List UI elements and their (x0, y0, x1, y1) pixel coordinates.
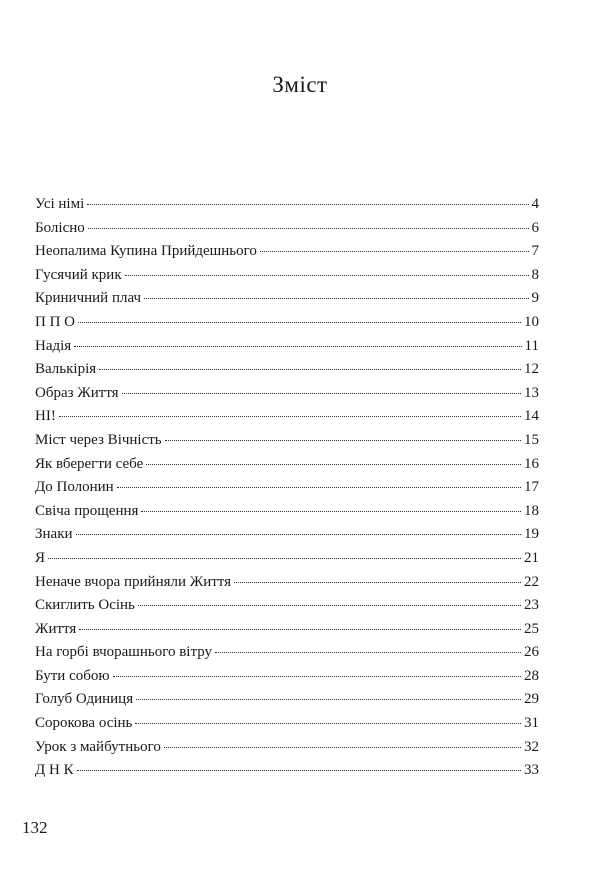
dot-leader (136, 699, 521, 700)
dot-leader (99, 369, 521, 370)
toc-entry-page: 21 (524, 549, 539, 566)
toc-entry-title: Усі німі (35, 196, 85, 212)
toc-entry-page: 15 (524, 431, 539, 448)
toc-entry-page: 10 (524, 313, 539, 330)
dot-leader (122, 393, 521, 394)
toc-entry-title: Як вберегти себе (35, 455, 144, 472)
toc-entry (35, 547, 539, 571)
dot-leader (146, 464, 521, 465)
toc-entry-title: Болісно (35, 219, 85, 236)
toc-entry (35, 712, 539, 736)
dot-leader (165, 440, 521, 441)
dot-leader (164, 747, 521, 748)
toc-entry-page: 18 (524, 502, 539, 519)
toc-entry-title: Бути собою (35, 667, 110, 684)
toc-entry (35, 594, 539, 618)
toc-entry (35, 358, 539, 382)
toc-entry-title: До Полонин (35, 479, 114, 496)
toc-entry-page: 33 (524, 762, 539, 779)
toc-entry-title: Сорокова осінь (35, 715, 133, 732)
toc-entry (35, 240, 539, 264)
toc-entry-page: 8 (531, 266, 539, 283)
toc-entry (35, 335, 539, 359)
toc-entry (35, 665, 539, 689)
dot-leader (59, 416, 521, 417)
toc-entry-title: НІ! (35, 408, 56, 425)
dot-leader (138, 605, 521, 606)
toc-entry-page: 32 (524, 738, 539, 755)
toc-entry-page: 13 (524, 384, 539, 401)
toc-entry-title: Життя (35, 620, 77, 637)
toc-entry (35, 453, 539, 477)
dot-leader (77, 770, 521, 771)
toc-entry (35, 523, 539, 547)
toc-entry (35, 618, 539, 642)
toc-entry-title: Я (35, 549, 46, 566)
toc-entry (35, 688, 539, 712)
toc-entry-title: Валькірія (35, 361, 97, 378)
toc-entry-page: 17 (524, 479, 539, 496)
toc-entry-title: На горбі вчорашнього вітру (35, 644, 213, 661)
toc-entry (35, 759, 539, 783)
toc-entry (35, 476, 539, 500)
toc-entry-title: Знаки (35, 526, 73, 543)
toc-entry-page: 9 (531, 290, 539, 307)
toc-entry-title: Криничний плач (35, 290, 142, 307)
toc-entry-title: Неначе вчора прийняли Життя (35, 573, 232, 590)
toc-entry-page: 29 (524, 691, 539, 708)
toc-entry-title: Голуб Одиниця (35, 691, 134, 708)
dot-leader (135, 723, 521, 724)
dot-leader (125, 275, 529, 276)
toc-entry-page: 31 (524, 715, 539, 732)
dot-leader (215, 652, 521, 653)
toc-entry-title: Образ Життя (35, 384, 119, 401)
toc-entry-page: 4 (531, 196, 539, 212)
toc-entry-title: Міст через Вічність (35, 431, 162, 448)
toc-entry-page: 25 (524, 620, 539, 637)
toc-entry (35, 571, 539, 595)
dot-leader (87, 204, 528, 205)
toc-entry-title: Урок з майбутнього (35, 738, 161, 755)
page-title: Зміст (272, 72, 328, 97)
dot-leader (88, 228, 529, 229)
dot-leader (74, 346, 521, 347)
toc-entry-page: 26 (524, 644, 539, 661)
toc-entry-page: 19 (524, 526, 539, 543)
dot-leader (78, 322, 521, 323)
toc-entry (35, 264, 539, 288)
toc-entry-page: 16 (524, 455, 539, 472)
dot-leader (79, 629, 521, 630)
toc-entry (35, 382, 539, 406)
toc-entry (35, 405, 539, 429)
toc-entry-page: 14 (524, 408, 539, 425)
toc-entry-title: Надія (35, 337, 72, 354)
dot-leader (113, 676, 521, 677)
toc-entry-title: Скиглить Осінь (35, 597, 135, 614)
toc-entry-page: 22 (524, 573, 539, 590)
page-number: 132 (22, 818, 48, 837)
toc-entry (35, 429, 539, 453)
toc-entry (35, 311, 539, 335)
toc-entry-title: Неопалима Купина Прийдешнього (35, 243, 257, 260)
toc-entry-page: 11 (524, 337, 539, 354)
dot-leader (141, 511, 521, 512)
table-of-contents (35, 193, 539, 783)
toc-entry-page: 23 (524, 597, 539, 614)
dot-leader (76, 534, 521, 535)
toc-entry-page: 7 (531, 243, 539, 260)
toc-entry (35, 193, 539, 217)
toc-entry-title: Гусячий крик (35, 266, 122, 283)
toc-entry (35, 500, 539, 524)
toc-entry (35, 736, 539, 760)
toc-entry-page: 28 (524, 667, 539, 684)
toc-entry-title: П П О (35, 313, 75, 330)
dot-leader (48, 558, 521, 559)
dot-leader (234, 582, 521, 583)
dot-leader (260, 251, 529, 252)
toc-entry-title: Д Н К (35, 762, 74, 779)
toc-entry (35, 287, 539, 311)
toc-entry-page: 6 (531, 219, 539, 236)
toc-entry-title: Свіча прощення (35, 502, 139, 519)
dot-leader (117, 487, 521, 488)
toc-entry (35, 217, 539, 241)
toc-entry (35, 641, 539, 665)
dot-leader (144, 298, 528, 299)
toc-entry-page: 12 (524, 361, 539, 378)
